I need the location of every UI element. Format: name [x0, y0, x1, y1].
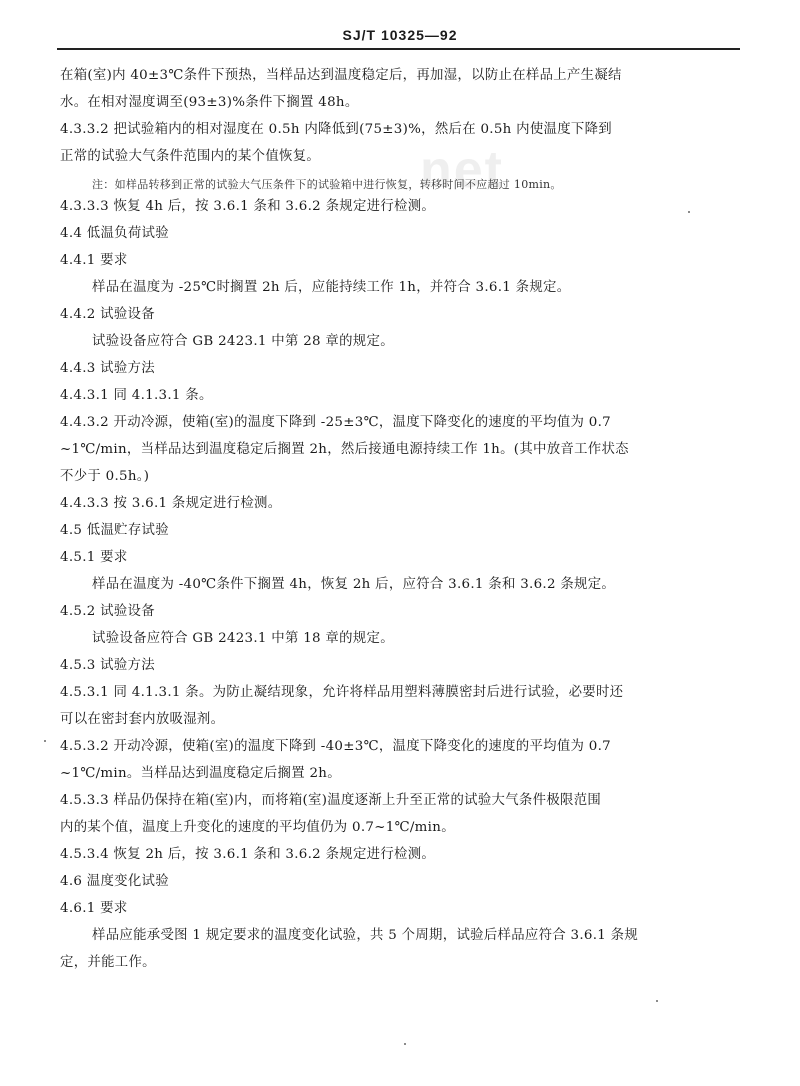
- clause-4-5-3-1: 4.5.3.1 同 4.1.3.1 条。为防止凝结现象，允许将样品用塑料薄膜密封后进行试验，必要时还: [60, 685, 624, 700]
- body-line: ~1℃/min。当样品达到温度稳定后搁置 2h。: [60, 766, 341, 781]
- section-heading-4-5: 4.5 低温贮存试验: [60, 523, 169, 538]
- body-line: 水。在相对湿度调至(93±3)%条件下搁置 48h。: [60, 95, 359, 110]
- scan-speck: [656, 1000, 658, 1002]
- body-line: 可以在密封套内放吸湿剂。: [60, 712, 225, 727]
- body-line: 样品在温度为 -25℃时搁置 2h 后，应能持续工作 1h，并符合 3.6.1 条规定。: [92, 280, 571, 295]
- clause-heading-4-4-2: 4.4.2 试验设备: [60, 307, 155, 322]
- clause-4-3-3-2: 4.3.3.2 把试验箱内的相对湿度在 0.5h 内降低到(75±3)%，然后在 0.5h 内使温度下降到: [60, 122, 612, 137]
- clause-4-4-3-3: 4.4.3.3 按 3.6.1 条规定进行检测。: [60, 496, 282, 511]
- clause-heading-4-4-1: 4.4.1 要求: [60, 253, 128, 268]
- body-line: 内的某个值，温度上升变化的速度的平均值仍为 0.7~1℃/min。: [60, 820, 455, 835]
- scan-speck: [44, 740, 46, 742]
- clause-4-4-3-1: 4.4.3.1 同 4.1.3.1 条。: [60, 388, 213, 403]
- body-line: 在箱(室)内 40±3℃条件下预热，当样品达到温度稳定后，再加湿，以防止在样品上产生凝结: [60, 68, 622, 83]
- body-line: ~1℃/min，当样品达到温度稳定后搁置 2h，然后接通电源持续工作 1h。(其中放音工作状态: [60, 442, 629, 457]
- clause-heading-4-4-3: 4.4.3 试验方法: [60, 361, 155, 376]
- body-line: 试验设备应符合 GB 2423.1 中第 18 章的规定。: [92, 631, 394, 646]
- clause-4-4-3-2: 4.4.3.2 开动冷源，使箱(室)的温度下降到 -25±3℃，温度下降变化的速度的平均值为 0.7: [60, 415, 611, 430]
- clause-4-5-3-2: 4.5.3.2 开动冷源，使箱(室)的温度下降到 -40±3℃，温度下降变化的速度的平均值为 0.7: [60, 739, 611, 754]
- body-line: 样品在温度为 -40℃条件下搁置 4h，恢复 2h 后，应符合 3.6.1 条和 3.6.2 条规定。: [92, 577, 616, 592]
- scan-speck: [688, 211, 690, 213]
- clause-heading-4-5-2: 4.5.2 试验设备: [60, 604, 155, 619]
- body-line: 不少于 0.5h。): [60, 469, 150, 484]
- clause-heading-4-5-3: 4.5.3 试验方法: [60, 658, 155, 673]
- section-heading-4-4: 4.4 低温负荷试验: [60, 226, 169, 241]
- body-line: 定，并能工作。: [60, 955, 156, 970]
- body-line: 样品应能承受图 1 规定要求的温度变化试验，共 5 个周期，试验后样品应符合 3.6.1 条规: [92, 928, 639, 943]
- clause-4-3-3-3: 4.3.3.3 恢复 4h 后，按 3.6.1 条和 3.6.2 条规定进行检测。: [60, 199, 436, 214]
- watermark-text: net: [420, 141, 504, 199]
- section-heading-4-6: 4.6 温度变化试验: [60, 874, 169, 889]
- clause-heading-4-5-1: 4.5.1 要求: [60, 550, 128, 565]
- clause-heading-4-6-1: 4.6.1 要求: [60, 901, 128, 916]
- scan-speck: [404, 1043, 406, 1045]
- body-line: 试验设备应符合 GB 2423.1 中第 28 章的规定。: [92, 334, 394, 349]
- clause-4-5-3-4: 4.5.3.4 恢复 2h 后，按 3.6.1 条和 3.6.2 条规定进行检测。: [60, 847, 436, 862]
- body-line: 正常的试验大气条件范围内的某个值恢复。: [60, 149, 321, 164]
- page-header-doc-id: SJ/T 10325—92: [342, 27, 458, 43]
- header-rule: [57, 48, 740, 50]
- clause-4-5-3-3: 4.5.3.3 样品仍保持在箱(室)内，而将箱(室)温度逐渐上升至正常的试验大气条件极限范围: [60, 793, 602, 808]
- note-line: 注：如样品转移到正常的试验大气压条件下的试验箱中进行恢复，转移时间不应超过 10min。: [92, 178, 562, 191]
